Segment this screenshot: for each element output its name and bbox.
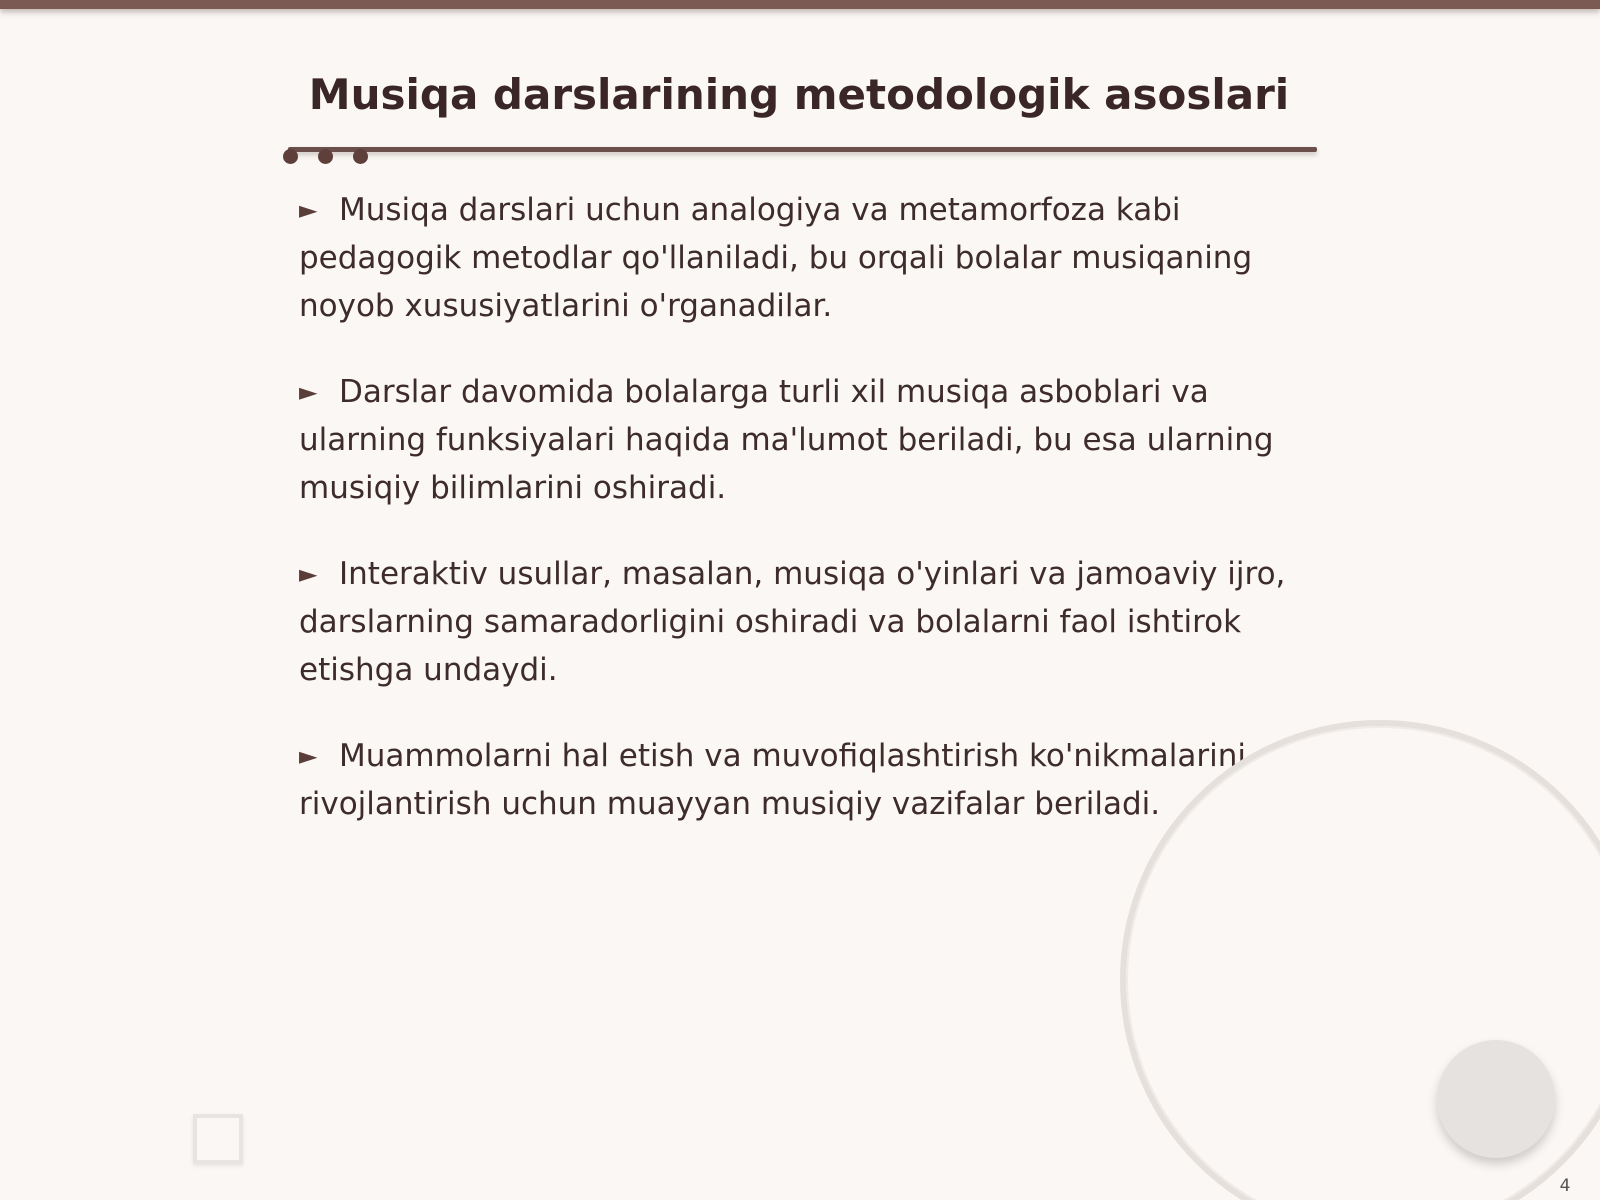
bullet-arrow-icon: ► — [299, 378, 318, 406]
bullet-item — [299, 186, 1299, 330]
bullet-item — [299, 368, 1299, 512]
bullet-list — [299, 186, 1299, 866]
bullet-text: Muammolarni hal etish va muvofiqlashtirish ko'nikmalarini rivojlantirish uchun muayyan musiqiy vazifalar beriladi. — [299, 738, 1246, 822]
decorative-dot — [353, 149, 368, 164]
slide-title: Musiqa darslarining metodologik asoslari — [308, 70, 1290, 119]
page-number: 4 — [1559, 1176, 1571, 1196]
bullet-arrow-icon: ► — [299, 742, 318, 770]
bullet-text: Musiqa darslari uchun analogiya va metamorfoza kabi pedagogik metodlar qo'llaniladi, bu orqali bolalar musiqaning noyob xususiyatlarini o'rganadilar. — [299, 192, 1253, 324]
bullet-item — [299, 550, 1299, 694]
bullet-text: Darslar davomida bolalarga turli xil musiqa asboblari va ularning funksiyalari haqida ma'lumot beriladi, bu esa ularning musiqiy bilimlarini oshiradi. — [299, 374, 1274, 506]
title-underline — [288, 147, 1317, 152]
top-accent-bar — [0, 0, 1600, 9]
bullet-arrow-icon: ► — [299, 560, 318, 588]
bullet-text: Interaktiv usullar, masalan, musiqa o'yinlari va jamoaviy ijro, darslarning samaradorligini oshiradi va bolalarni faol ishtirok etishga undaydi. — [299, 556, 1286, 688]
decorative-dot — [318, 149, 333, 164]
decorative-dot — [283, 149, 298, 164]
bullet-arrow-icon: ► — [299, 196, 318, 224]
bullet-item — [299, 732, 1299, 828]
decorative-square — [193, 1114, 243, 1164]
decorative-circle — [1437, 1040, 1555, 1158]
